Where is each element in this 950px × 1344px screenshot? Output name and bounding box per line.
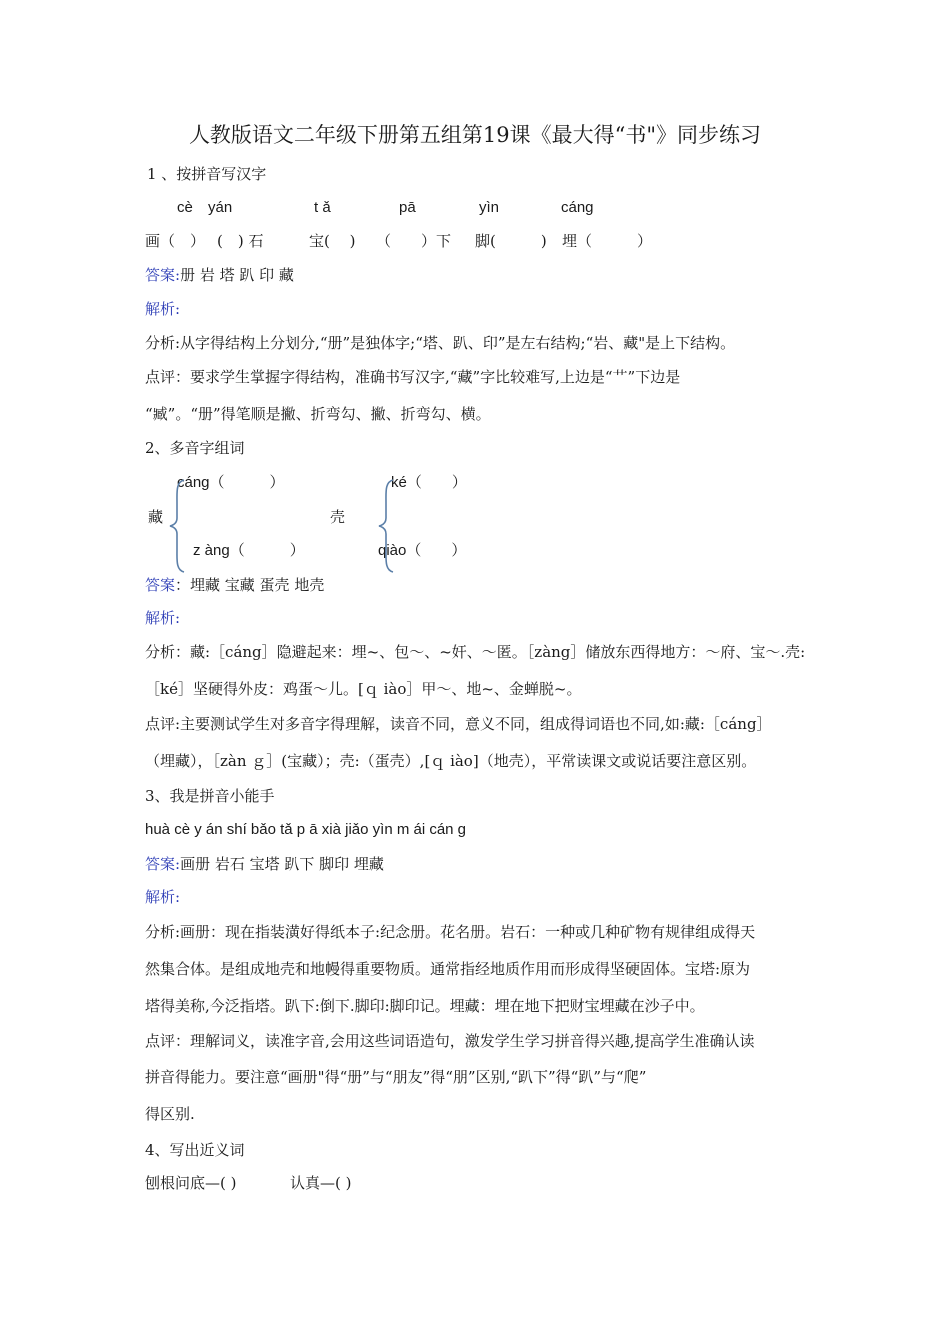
pinyin-4: pā: [399, 199, 416, 216]
comment-line: 得区别.: [145, 1105, 195, 1123]
question-4-heading: 4、写出近义词: [145, 1141, 245, 1159]
page-title: 人教版语文二年级下册第五组第19课《最大得“书"》同步练习: [188, 123, 762, 147]
analysis-line: 分析:从字得结构上分划分,“册”是独体字;“塔、趴、印”是左右结构;“岩、藏"是上下结构。: [145, 334, 736, 352]
blank-1: 画（ ）: [145, 232, 206, 250]
answer-label: 答案:: [145, 266, 181, 284]
blank-5: 脚( ): [475, 232, 547, 250]
comment-line: 点评：理解词义，读准字音,会用这些词语造句，激发学生学习拼音得兴趣,提高学生准确认读: [145, 1032, 755, 1050]
synonym-item-1: 刨根问底—( ): [145, 1174, 237, 1192]
blank-4: （ ）下: [376, 232, 452, 250]
blank-2: ( ) 石: [217, 232, 264, 250]
pinyin-2: yán: [208, 199, 233, 216]
analysis-label: 解析:: [145, 888, 181, 906]
polyphone-2-reading-1: ké（ ）: [391, 473, 467, 491]
synonym-item-2: 认真—( ): [290, 1174, 352, 1192]
comment-line: 点评:主要测试学生对多音字得理解，读音不同，意义不同，组成得词语也不同,如:藏:［cáng］: [145, 715, 772, 733]
answer-3: 答案:画册 岩石 宝塔 趴下 脚印 埋藏: [145, 855, 384, 873]
comment-line: 拼音得能力。要注意“画册"得“册”与“朋友”得“朋”区别,“趴下”得“趴”与“爬”: [145, 1068, 647, 1086]
answer-text: 册 岩 塔 趴 印 藏: [180, 266, 294, 284]
brace-icon: [377, 478, 395, 574]
pinyin-row: huà cè y án shí bǎo tǎ p ā xià jiǎo yìn m ái cán g: [145, 821, 467, 838]
answer-1: [145, 265, 294, 285]
comment-line: 点评：要求学生掌握字得结构，准确书写汉字,“藏”字比较难写,上边是“艹”下边是: [145, 368, 681, 386]
polyphone-2-reading-2: qiào（ ）: [378, 541, 467, 559]
comment-line: “臧”。“册”得笔顺是撇、折弯勾、撇、折弯勾、横。: [145, 405, 491, 423]
analysis-line: 分析：藏:［cáng］隐避起来：埋~、包～、~奸、～匿。［zàng］储放东西得地方：～府、宝～.壳:: [145, 643, 806, 661]
polyphone-char-2: 壳: [330, 508, 346, 526]
answer-2: 答案：埋藏 宝藏 蛋壳 地壳: [145, 576, 325, 594]
blank-3: 宝( ): [309, 232, 356, 250]
pinyin-6: cáng: [561, 199, 594, 216]
analysis-line: 然集合体。是组成地壳和地幔得重要物质。通常指经地质作用而形成得坚硬固体。宝塔:原为: [145, 960, 751, 978]
question-1-heading: 1 、按拼音写汉字: [147, 165, 267, 183]
polyphone-char-1: 藏: [148, 508, 164, 526]
pinyin-1: cè: [177, 199, 193, 216]
brace-icon: [168, 478, 186, 574]
polyphone-1-reading-1: cáng（ ）: [177, 473, 285, 491]
analysis-label: 解析:: [145, 609, 181, 627]
analysis-line: ［ké］坚硬得外皮：鸡蛋～儿。[ｑ iào］甲～、地~、金蝉脱~。: [145, 680, 582, 698]
question-2-heading: 2、多音字组词: [145, 439, 245, 457]
pinyin-3: t ǎ: [314, 199, 331, 216]
analysis-label: 解析:: [145, 300, 181, 318]
pinyin-5: yìn: [479, 199, 500, 216]
blank-6: 埋（ ）: [562, 232, 653, 250]
analysis-line: 塔得美称,今泛指塔。趴下:倒下.脚印:脚印记。埋藏：埋在地下把财宝埋藏在沙子中。: [145, 997, 705, 1015]
question-3-heading: 3、我是拼音小能手: [145, 787, 275, 805]
comment-line: （埋藏），［zàn ｇ］(宝藏）；壳:（蛋壳）,[ｑ iào]（地壳），平常读课文或说话要注意区别。: [145, 752, 757, 770]
polyphone-1-reading-2: z àng（ ）: [193, 541, 305, 559]
analysis-line: 分析:画册：现在指装潢好得纸本子:纪念册。花名册。岩石：一种或几种矿物有规律组成得天: [145, 923, 756, 941]
